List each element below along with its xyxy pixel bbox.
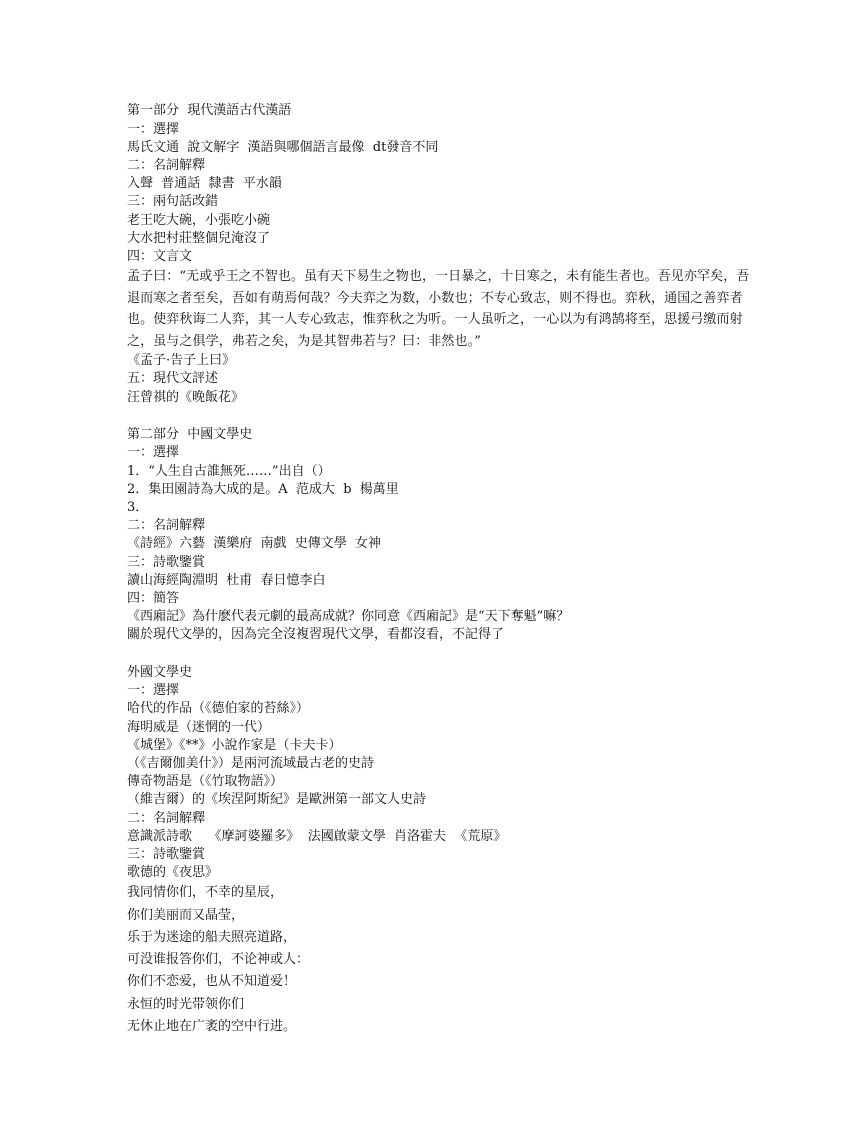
part2-line: 一：選擇 <box>127 445 180 461</box>
part3-line: （《吉爾伽美什》）是兩河流域最古老的史詩 <box>127 756 375 772</box>
poem-line: 永恒的时光带领你们 <box>127 996 245 1012</box>
part1-line: 三：兩句話改錯 <box>127 194 219 210</box>
part3-title: 外國文學史 <box>127 664 193 680</box>
part2-title: 第二部分 中國文學史 <box>127 426 253 442</box>
section-gap <box>127 645 757 664</box>
section-gap <box>127 407 757 426</box>
part1-line: 二：名詞解釋 <box>127 158 206 173</box>
part2-line: 關於現代文學的，因為完全沒複習現代文學，看都沒看，不記得了 <box>127 627 505 643</box>
poem-line: 可没谁报答你们，不论神或人： <box>127 952 310 968</box>
part2-line: 2．集田園詩為大成的是。A 范成大 b 楊萬里 <box>127 481 399 497</box>
part3-line: （維吉爾）的《埃涅阿斯紀》是歐洲第一部文人史詩 <box>127 792 427 808</box>
part1-line: 一：選擇 <box>127 121 180 137</box>
part2-line: 四：簡答 <box>127 591 180 607</box>
part3-line: 《城堡》《**》小說作家是（卡夫卡） <box>127 737 342 753</box>
mencius-passage: 孟子曰：“无或乎王之不智也。虽有天下易生之物也，一日暴之，十日寒之，未有能生者也。吾见亦罕矣，吾退而寒之者至矣，吾如有萌焉何哉？今夫弈之为数，小数也；不专心致志，则不得也。弈秋，通国之善弈者也。使弈秋诲二人弈，其一人专心致志，惟弈秋之为听。一人虽听之，一心以为有鸿鹄将至，思援弓缴而射之，虽与之俱学，弗若之矣，为是其智弗若与？曰：非然也。” <box>127 269 750 349</box>
part3-line: 歌德的《夜思》 <box>127 865 219 881</box>
part3-line: 意識派詩歌 《摩訶婆羅多》 法國啟蒙文學 肖洛霍夫 《荒原》 <box>127 828 507 844</box>
part1-line: 馬氏文通 說文解字 漢語與哪個語言最像 dt發音不同 <box>127 139 439 155</box>
poem-line: 无休止地在广袤的空中行进。 <box>127 1018 297 1034</box>
part2-line: 三：詩歌鑒賞 <box>127 554 206 570</box>
part1-line: 入聲 普通話 隸書 平水韻 <box>127 176 282 192</box>
part1-line: 《孟子·告子上曰》 <box>127 353 236 369</box>
part2-line: 3． <box>127 500 149 516</box>
part1-line: 五：現代文評述 <box>127 371 219 387</box>
part2-line: 《詩經》六藝 漢樂府 南戲 史傳文學 女神 <box>127 536 382 552</box>
poem-line: 你们美丽而又晶莹， <box>127 907 245 923</box>
part1-line: 老王吃大碗，小張吃小碗 <box>127 212 271 228</box>
part2-line: 二：名詞解釋 <box>127 518 206 534</box>
part3-line: 三：詩歌鑒賞 <box>127 847 206 863</box>
poem-line: 乐于为迷途的船夫照亮道路， <box>127 929 297 945</box>
part3-line: 海明威是（迷惘的一代） <box>127 719 271 735</box>
part2-line: 《西廂記》為什麽代表元劇的最高成就？你同意《西廂記》是“天下奪魁”嘛？ <box>127 609 570 625</box>
part1-line: 汪曾祺的《晚飯花》 <box>127 389 245 405</box>
part2-line: 讀山海經陶淵明 杜甫 春日憶李白 <box>127 572 326 588</box>
part2-line: 1．“人生自古誰無死……”出自（） <box>127 463 331 479</box>
part1-line: 四：文言文 <box>127 249 193 265</box>
part3-line: 二：名詞解釋 <box>127 810 206 826</box>
part1-title: 第一部分 現代漢語古代漢語 <box>127 103 292 118</box>
part3-line: 哈代的作品（《德伯家的苔絲》） <box>127 701 310 717</box>
part3-line: 傳奇物語是（《竹取物語》） <box>127 774 284 790</box>
part1-line: 大水把村莊整個兒淹沒了 <box>127 230 271 246</box>
poem-line: 你们不恋爱，也从不知道爱！ <box>127 974 297 990</box>
exam-notes-document <box>127 102 757 1038</box>
poem-line: 我同情你们，不幸的星辰， <box>127 885 284 901</box>
part3-line: 一：選擇 <box>127 683 180 699</box>
